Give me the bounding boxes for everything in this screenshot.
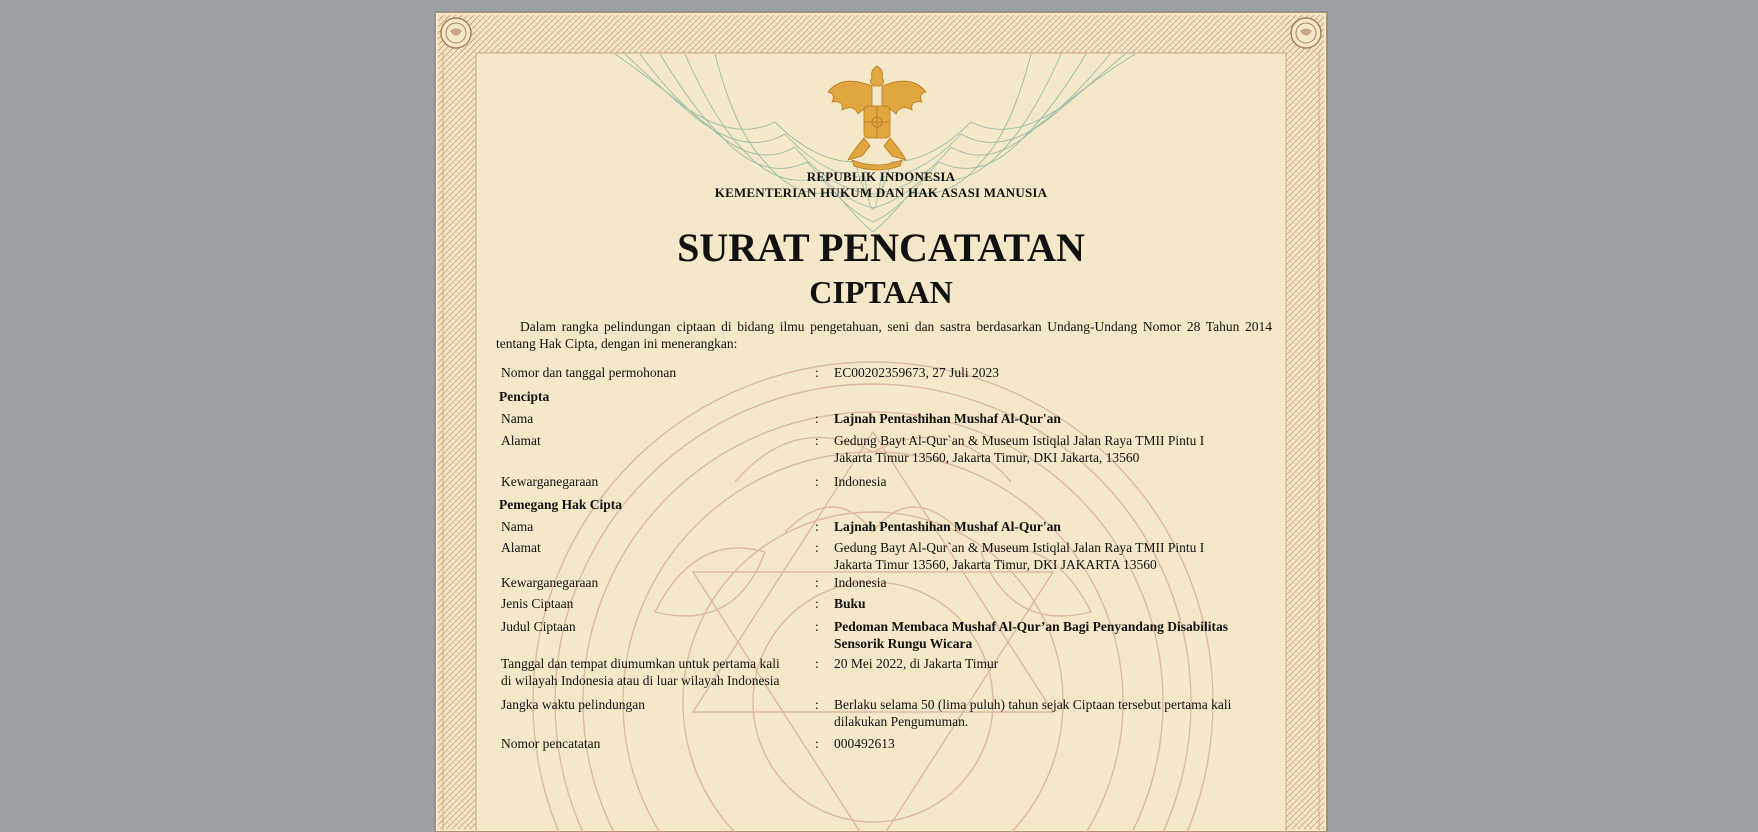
colon: : bbox=[815, 697, 819, 712]
application-label: Nomor dan tanggal permohonan bbox=[501, 365, 677, 380]
colon: : bbox=[815, 540, 819, 555]
intro-paragraph: Dalam rangka pelindungan ciptaan di bidang ilmu pengetahuan, seni dan sastra berdasarkan Undang-Undang Nomor 28 Tahun 2014 tentang Hak Cipta, dengan ini menerangkan: bbox=[496, 319, 1272, 351]
work-type-label: Jenis Ciptaan bbox=[501, 596, 574, 611]
creator-heading: Pencipta bbox=[499, 389, 550, 404]
holder-citizenship-value: Indonesia bbox=[834, 575, 887, 590]
term-label: Jangka waktu pelindungan bbox=[501, 697, 645, 712]
creator-name-value: Lajnah Pentashihan Mushaf Al-Qur'an bbox=[834, 411, 1061, 426]
ministry-heading: KEMENTERIAN HUKUM DAN HAK ASASI MANUSIA bbox=[714, 185, 1048, 200]
creator-citizenship-value: Indonesia bbox=[834, 474, 887, 489]
certificate-page bbox=[435, 12, 1327, 832]
holder-citizenship-label: Kewarganegaraan bbox=[501, 575, 599, 590]
holder-address-line1: Gedung Bayt Al-Qur`an & Museum Istiqlal Jalan Raya TMII Pintu I bbox=[834, 540, 1205, 555]
holder-address-line2: Jakarta Timur 13560, Jakarta Timur, DKI JAKARTA 13560 bbox=[834, 557, 1157, 572]
certificate-details bbox=[435, 12, 1327, 832]
colon: : bbox=[815, 656, 819, 671]
colon: : bbox=[815, 736, 819, 751]
creator-address-line2: Jakarta Timur 13560, Jakarta Timur, DKI Jakarta, 13560 bbox=[834, 450, 1140, 465]
colon: : bbox=[815, 575, 819, 590]
holder-address-label: Alamat bbox=[501, 540, 541, 555]
work-title-label: Judul Ciptaan bbox=[501, 619, 576, 634]
colon: : bbox=[815, 596, 819, 611]
record-label: Nomor pencatatan bbox=[501, 736, 601, 751]
holder-heading: Pemegang Hak Cipta bbox=[499, 497, 622, 512]
work-title-line1: Pedoman Membaca Mushaf Al-Qur’an Bagi Penyandang Disabilitas bbox=[834, 619, 1229, 634]
holder-name-value: Lajnah Pentashihan Mushaf Al-Qur'an bbox=[834, 519, 1061, 534]
work-title-line2: Sensorik Rungu Wicara bbox=[834, 636, 973, 651]
colon: : bbox=[815, 474, 819, 489]
creator-address-line1: Gedung Bayt Al-Qur`an & Museum Istiqlal Jalan Raya TMII Pintu I bbox=[834, 433, 1205, 448]
creator-address-label: Alamat bbox=[501, 433, 541, 448]
country-heading: REPUBLIK INDONESIA bbox=[806, 169, 956, 184]
colon: : bbox=[815, 619, 819, 634]
published-label-line1: Tanggal dan tempat diumumkan untuk pertama kali bbox=[501, 656, 780, 671]
holder-name-label: Nama bbox=[501, 519, 534, 534]
work-type-value: Buku bbox=[834, 596, 866, 611]
certificate-title: SURAT PENCATATAN bbox=[677, 225, 1085, 270]
colon: : bbox=[815, 519, 819, 534]
application-value: EC00202359673, 27 Juli 2023 bbox=[834, 365, 1000, 380]
creator-citizenship-label: Kewarganegaraan bbox=[501, 474, 599, 489]
colon: : bbox=[815, 365, 819, 380]
term-line1: Berlaku selama 50 (lima puluh) tahun sejak Ciptaan tersebut pertama kali bbox=[834, 697, 1232, 712]
term-line2: dilakukan Pengumuman. bbox=[834, 714, 969, 729]
colon: : bbox=[815, 433, 819, 448]
creator-name-label: Nama bbox=[501, 411, 534, 426]
published-value: 20 Mei 2022, di Jakarta Timur bbox=[834, 656, 999, 671]
record-value: 000492613 bbox=[834, 736, 895, 751]
certificate-subtitle: CIPTAAN bbox=[809, 274, 953, 310]
colon: : bbox=[815, 411, 819, 426]
published-label-line2: di wilayah Indonesia atau di luar wilayah Indonesia bbox=[501, 673, 780, 688]
